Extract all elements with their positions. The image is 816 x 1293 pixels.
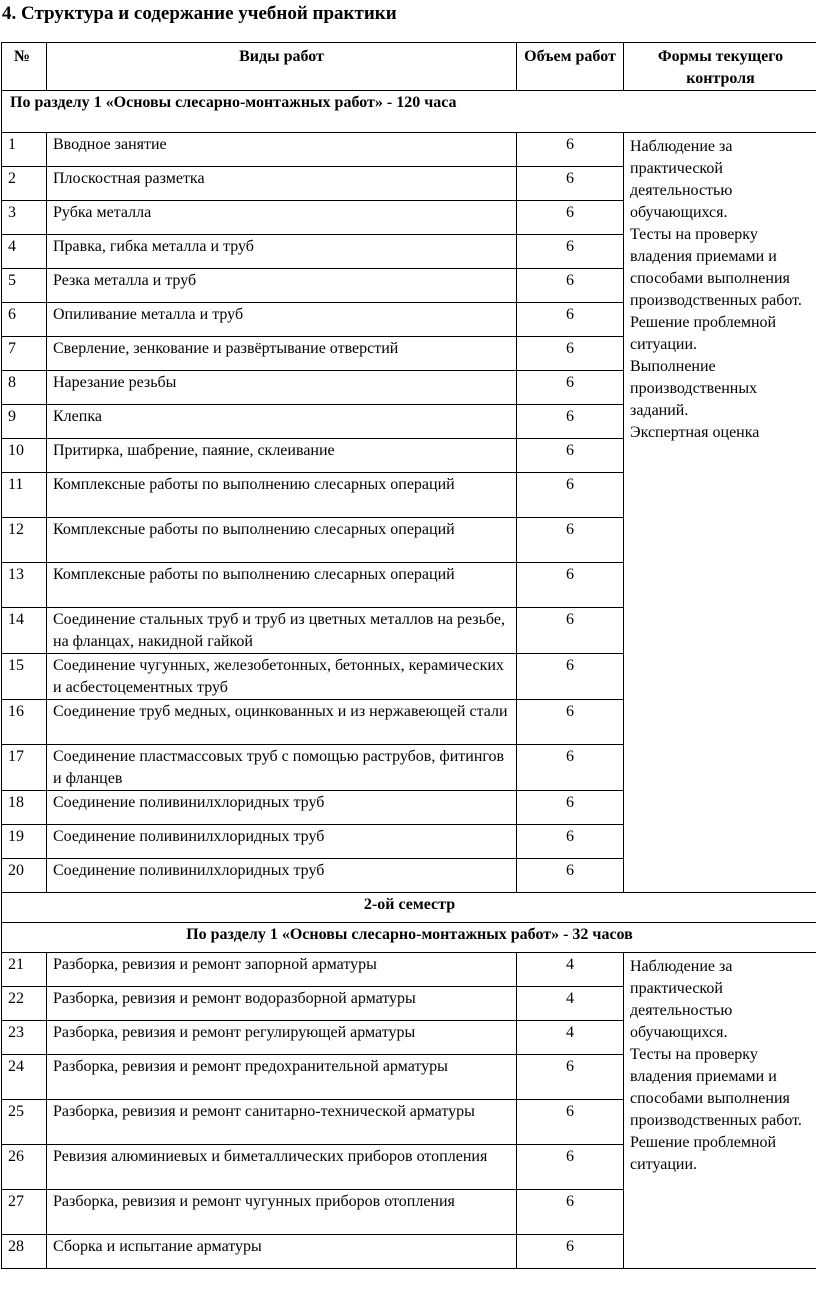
work-type: Комплексные работы по выполнению слесарных операций (47, 563, 517, 608)
work-type: Правка, гибка металла и труб (47, 235, 517, 269)
work-volume: 6 (517, 371, 624, 405)
row-number: 23 (2, 1021, 47, 1055)
work-type: Вводное занятие (47, 133, 517, 167)
work-volume: 4 (517, 953, 624, 987)
work-type: Разборка, ревизия и ремонт водоразборной арматуры (47, 987, 517, 1021)
row-number: 27 (2, 1190, 47, 1235)
work-volume: 6 (517, 405, 624, 439)
work-volume: 6 (517, 518, 624, 563)
work-type: Притирка, шабрение, паяние, склеивание (47, 439, 517, 473)
work-type: Клепка (47, 405, 517, 439)
row-number: 10 (2, 439, 47, 473)
work-type: Соединение поливинилхлоридных труб (47, 825, 517, 859)
work-volume: 6 (517, 654, 624, 700)
work-volume: 6 (517, 1235, 624, 1269)
work-type: Нарезание резьбы (47, 371, 517, 405)
row-number: 13 (2, 563, 47, 608)
section-2-heading-row (2, 923, 816, 953)
work-volume: 6 (517, 563, 624, 608)
row-number: 14 (2, 608, 47, 654)
work-type: Разборка, ревизия и ремонт предохранительной арматуры (47, 1055, 517, 1100)
section-1-heading-row (2, 91, 816, 133)
row-number: 15 (2, 654, 47, 700)
work-type: Рубка металла (47, 201, 517, 235)
header-control-forms: Формы текущего контроля (624, 43, 816, 91)
row-number: 4 (2, 235, 47, 269)
work-type: Комплексные работы по выполнению слесарных операций (47, 473, 517, 518)
practice-table (1, 42, 816, 1269)
work-volume: 6 (517, 167, 624, 201)
section-1-heading: По разделу 1 «Основы слесарно-монтажных работ» - 120 часа (2, 91, 816, 133)
row-number: 17 (2, 745, 47, 791)
semester-heading: 2-ой семестр (2, 893, 816, 923)
table-header-row (2, 43, 816, 91)
header-volume: Объем работ (517, 43, 624, 91)
work-volume: 6 (517, 1055, 624, 1100)
work-type: Опиливание металла и труб (47, 303, 517, 337)
work-volume: 6 (517, 1190, 624, 1235)
semester-heading-row (2, 893, 816, 923)
work-volume: 6 (517, 439, 624, 473)
work-type: Разборка, ревизия и ремонт запорной арматуры (47, 953, 517, 987)
row-number: 28 (2, 1235, 47, 1269)
header-work-types: Виды работ (47, 43, 517, 91)
work-type: Соединение стальных труб и труб из цветных металлов на резьбе, на фланцах, накидной гайкой (47, 608, 517, 654)
row-number: 24 (2, 1055, 47, 1100)
work-volume: 6 (517, 700, 624, 745)
row-number: 8 (2, 371, 47, 405)
row-number: 1 (2, 133, 47, 167)
row-number: 16 (2, 700, 47, 745)
work-volume: 6 (517, 269, 624, 303)
row-number: 3 (2, 201, 47, 235)
header-number: № (2, 43, 47, 91)
row-number: 20 (2, 859, 47, 893)
row-number: 6 (2, 303, 47, 337)
row-number: 21 (2, 953, 47, 987)
work-type: Соединение чугунных, железобетонных, бетонных, керамических и асбестоцементных труб (47, 654, 517, 700)
row-number: 7 (2, 337, 47, 371)
work-volume: 6 (517, 235, 624, 269)
work-volume: 6 (517, 859, 624, 893)
row-number: 18 (2, 791, 47, 825)
work-volume: 6 (517, 1100, 624, 1145)
work-type: Разборка, ревизия и ремонт санитарно-технической арматуры (47, 1100, 517, 1145)
work-volume: 4 (517, 987, 624, 1021)
work-type: Соединение труб медных, оцинкованных и из нержавеющей стали (47, 700, 517, 745)
work-type: Комплексные работы по выполнению слесарных операций (47, 518, 517, 563)
work-volume: 6 (517, 201, 624, 235)
work-type: Соединение пластмассовых труб с помощью раструбов, фитингов и фланцев (47, 745, 517, 791)
work-volume: 4 (517, 1021, 624, 1055)
work-type: Соединение поливинилхлоридных труб (47, 859, 517, 893)
work-volume: 6 (517, 1145, 624, 1190)
row-number: 9 (2, 405, 47, 439)
work-volume: 6 (517, 825, 624, 859)
row-number: 11 (2, 473, 47, 518)
row-number: 19 (2, 825, 47, 859)
row-number: 12 (2, 518, 47, 563)
work-type: Соединение поливинилхлоридных труб (47, 791, 517, 825)
work-volume: 6 (517, 608, 624, 654)
row-number: 22 (2, 987, 47, 1021)
work-type: Плоскостная разметка (47, 167, 517, 201)
work-volume: 6 (517, 791, 624, 825)
work-type: Разборка, ревизия и ремонт регулирующей арматуры (47, 1021, 517, 1055)
work-volume: 6 (517, 303, 624, 337)
work-volume: 6 (517, 745, 624, 791)
row-number: 5 (2, 269, 47, 303)
work-type: Резка металла и труб (47, 269, 517, 303)
page-title: 4. Структура и содержание учебной практики (2, 3, 397, 24)
work-type: Сборка и испытание арматуры (47, 1235, 517, 1269)
table-row (2, 953, 816, 987)
work-volume: 6 (517, 473, 624, 518)
work-type: Разборка, ревизия и ремонт чугунных приборов отопления (47, 1190, 517, 1235)
table-row (2, 133, 816, 167)
row-number: 25 (2, 1100, 47, 1145)
section-2-heading: По разделу 1 «Основы слесарно-монтажных работ» - 32 часов (2, 923, 816, 953)
control-forms-cell: Наблюдение за практической деятельностью обучающихся. Тесты на проверку владения приемами и способами выполнения производственных работ. Решение проблемной ситуации. Выполнение производственных заданий. Экспертная оценка (624, 133, 816, 893)
row-number: 26 (2, 1145, 47, 1190)
control-forms-cell: Наблюдение за практической деятельностью обучающихся. Тесты на проверку владения приемами и способами выполнения производственных работ. Решение проблемной ситуации. (624, 953, 816, 1269)
work-type: Сверление, зенкование и развёртывание отверстий (47, 337, 517, 371)
work-volume: 6 (517, 337, 624, 371)
work-type: Ревизия алюминиевых и биметаллических приборов отопления (47, 1145, 517, 1190)
row-number: 2 (2, 167, 47, 201)
work-volume: 6 (517, 133, 624, 167)
